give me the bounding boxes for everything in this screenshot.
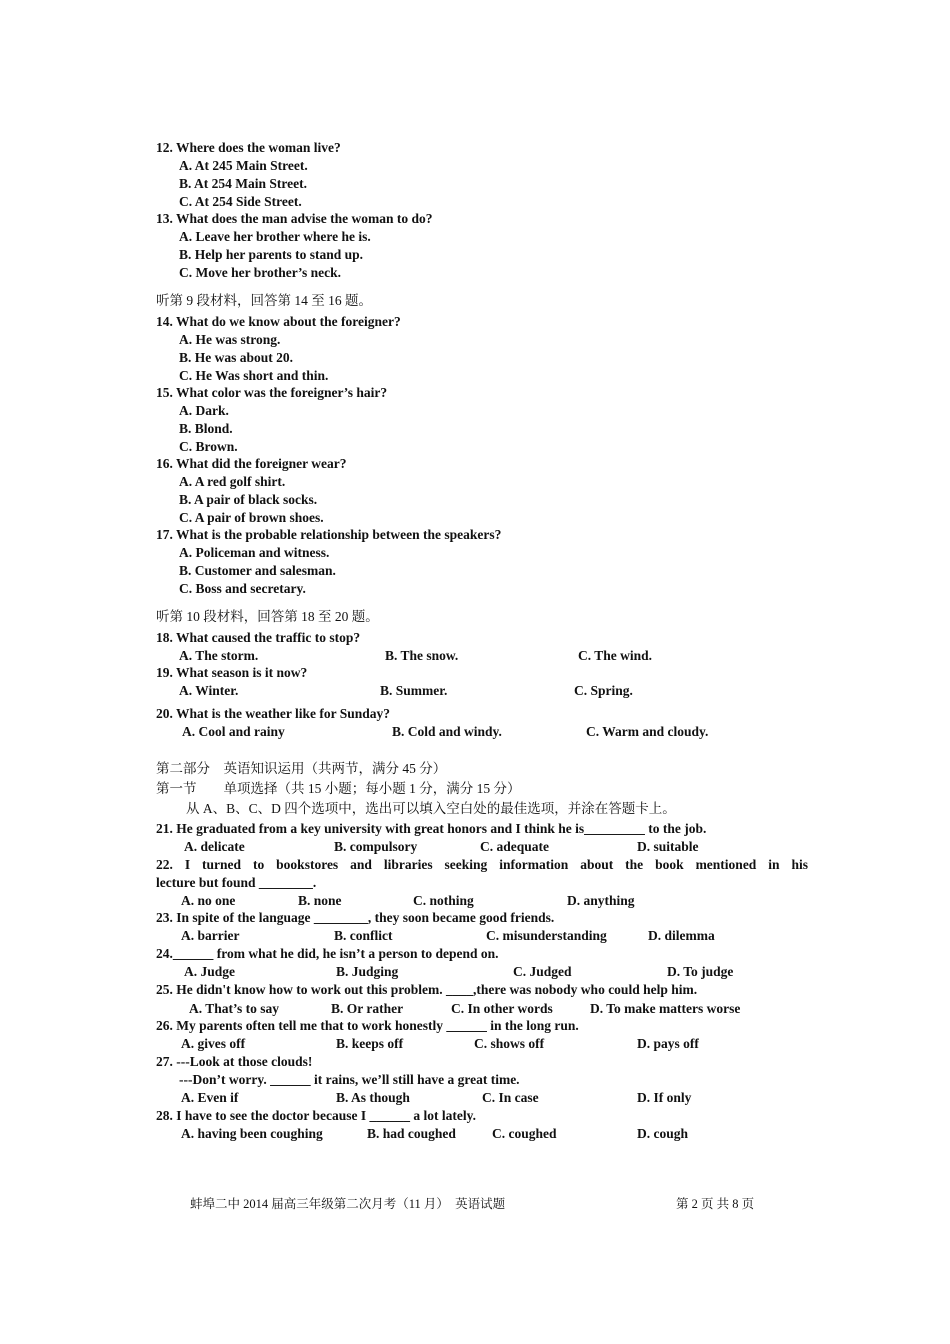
question-27-stem-line-2: ---Don’t worry. ______ it rains, we’ll still have a great time. <box>179 1072 520 1087</box>
question-22-option-c: C. nothing <box>413 893 474 908</box>
question-18-option-a: A. The storm. <box>179 648 259 663</box>
question-13-stem: 13. What does the man advise the woman to do? <box>156 211 433 226</box>
question-20-option-c: C. Warm and cloudy. <box>586 724 709 739</box>
question-24-option-c: C. Judged <box>513 964 572 979</box>
question-19-option-c: C. Spring. <box>574 683 633 698</box>
question-15-option-b: B. Blond. <box>179 421 233 436</box>
question-23-stem: 23. In spite of the language ________, they soon became good friends. <box>156 910 555 925</box>
question-25-option-a: A. That’s to say <box>189 1001 280 1016</box>
question-28-option-c: C. coughed <box>492 1126 557 1141</box>
question-25-option-c: C. In other words <box>451 1001 553 1016</box>
question-26-option-b: B. keeps off <box>336 1036 404 1051</box>
question-13-option-a: A. Leave her brother where he is. <box>179 229 371 244</box>
question-16-stem: 16. What did the foreigner wear? <box>156 456 347 471</box>
question-21-option-d: D. suitable <box>637 839 699 854</box>
question-20-stem: 20. What is the weather like for Sunday? <box>156 706 391 721</box>
question-27-option-c: C. In case <box>482 1090 539 1105</box>
question-14-option-c: C. He Was short and thin. <box>179 368 329 383</box>
question-13-option-b: B. Help her parents to stand up. <box>179 247 364 262</box>
question-16-option-b: B. A pair of black socks. <box>179 492 318 507</box>
question-25-option-d: D. To make matters worse <box>590 1001 741 1016</box>
question-28-option-b: B. had coughed <box>367 1126 456 1141</box>
question-12-option-c: C. At 254 Side Street. <box>179 194 302 209</box>
question-27-option-b: B. As though <box>336 1090 410 1105</box>
question-18-option-b: B. The snow. <box>385 648 459 663</box>
question-15-option-a: A. Dark. <box>179 403 229 418</box>
question-26-option-d: D. pays off <box>637 1036 699 1051</box>
question-15-stem: 15. What color was the foreigner’s hair? <box>156 385 388 400</box>
question-16-option-c: C. A pair of brown shoes. <box>179 510 324 525</box>
question-14-option-b: B. He was about 20. <box>179 350 294 365</box>
question-14-stem: 14. What do we know about the foreigner? <box>156 314 401 329</box>
question-21-option-c: C. adequate <box>480 839 550 854</box>
question-21-option-a: A. delicate <box>184 839 245 854</box>
question-12-stem: 12. Where does the woman live? <box>156 140 341 155</box>
question-28-option-a: A. having been coughing <box>181 1126 323 1141</box>
question-18-stem: 18. What caused the traffic to stop? <box>156 630 361 645</box>
footer-page-number: 第 2 页 共 8 页 <box>676 1197 755 1211</box>
question-12-option-a: A. At 245 Main Street. <box>179 158 308 173</box>
question-28-option-d: D. cough <box>637 1126 689 1141</box>
question-23-option-d: D. dilemma <box>648 928 715 943</box>
question-25-stem: 25. He didn't know how to work out this problem. ____,there was nobody who could help him. <box>156 982 698 997</box>
question-27-option-a: A. Even if <box>181 1090 239 1105</box>
question-24-option-a: A. Judge <box>184 964 236 979</box>
question-22-option-a: A. no one <box>181 893 236 908</box>
question-19-option-a: A. Winter. <box>179 683 239 698</box>
question-22-option-b: B. none <box>298 893 342 908</box>
question-17-option-c: C. Boss and secretary. <box>179 581 306 596</box>
question-20-option-a: A. Cool and rainy <box>182 724 285 739</box>
question-17-option-a: A. Policeman and witness. <box>179 545 330 560</box>
question-27-option-d: D. If only <box>637 1090 692 1105</box>
question-21-option-b: B. compulsory <box>334 839 418 854</box>
question-24-stem: 24.______ from what he did, he isn’t a person to depend on. <box>156 946 499 961</box>
footer-title: 蚌埠二中 2014 届高三年级第二次月考（11 月） 英语试题 <box>190 1197 506 1211</box>
question-13-option-c: C. Move her brother’s neck. <box>179 265 341 280</box>
question-17-option-b: B. Customer and salesman. <box>179 563 336 578</box>
question-26-option-c: C. shows off <box>474 1036 545 1051</box>
question-26-stem: 26. My parents often tell me that to work honestly ______ in the long run. <box>156 1018 579 1033</box>
question-26-option-a: A. gives off <box>181 1036 246 1051</box>
question-21-stem: 21. He graduated from a key university with great honors and I think he is_________ to the job. <box>156 821 707 836</box>
question-19-stem: 19. What season is it now? <box>156 665 308 680</box>
question-27-stem-line-1: 27. ---Look at those clouds! <box>156 1054 313 1069</box>
part-2-title: 第二部分 英语知识运用（共两节，满分 45 分） <box>156 761 447 776</box>
question-24-option-b: B. Judging <box>336 964 399 979</box>
question-15-option-c: C. Brown. <box>179 439 238 454</box>
question-22-stem-line-2: lecture but found ________. <box>156 875 317 890</box>
question-14-option-a: A. He was strong. <box>179 332 281 347</box>
question-22-option-d: D. anything <box>567 893 635 908</box>
question-12-option-b: B. At 254 Main Street. <box>179 176 307 191</box>
section-9-heading: 听第 9 段材料，回答第 14 至 16 题。 <box>156 293 372 308</box>
section-1-title: 第一节 单项选择（共 15 小题；每小题 1 分，满分 15 分） <box>156 781 521 796</box>
question-17-stem: 17. What is the probable relationship between the speakers? <box>156 527 502 542</box>
question-23-option-a: A. barrier <box>181 928 240 943</box>
question-22-stem-line-1: 22. I turned to bookstores and libraries seeking information about the book mentioned in his <box>156 857 808 872</box>
question-23-option-c: C. misunderstanding <box>486 928 607 943</box>
section-1-instructions: 从 A、B、C、D 四个选项中，选出可以填入空白处的最佳选项，并涂在答题卡上。 <box>186 801 676 816</box>
question-23-option-b: B. conflict <box>334 928 393 943</box>
question-18-option-c: C. The wind. <box>578 648 653 663</box>
question-19-option-b: B. Summer. <box>380 683 448 698</box>
question-28-stem: 28. I have to see the doctor because I ______ a lot lately. <box>156 1108 476 1123</box>
question-16-option-a: A. A red golf shirt. <box>179 474 286 489</box>
question-20-option-b: B. Cold and windy. <box>392 724 502 739</box>
section-10-heading: 听第 10 段材料，回答第 18 至 20 题。 <box>156 609 379 624</box>
question-25-option-b: B. Or rather <box>331 1001 404 1016</box>
question-24-option-d: D. To judge <box>667 964 734 979</box>
